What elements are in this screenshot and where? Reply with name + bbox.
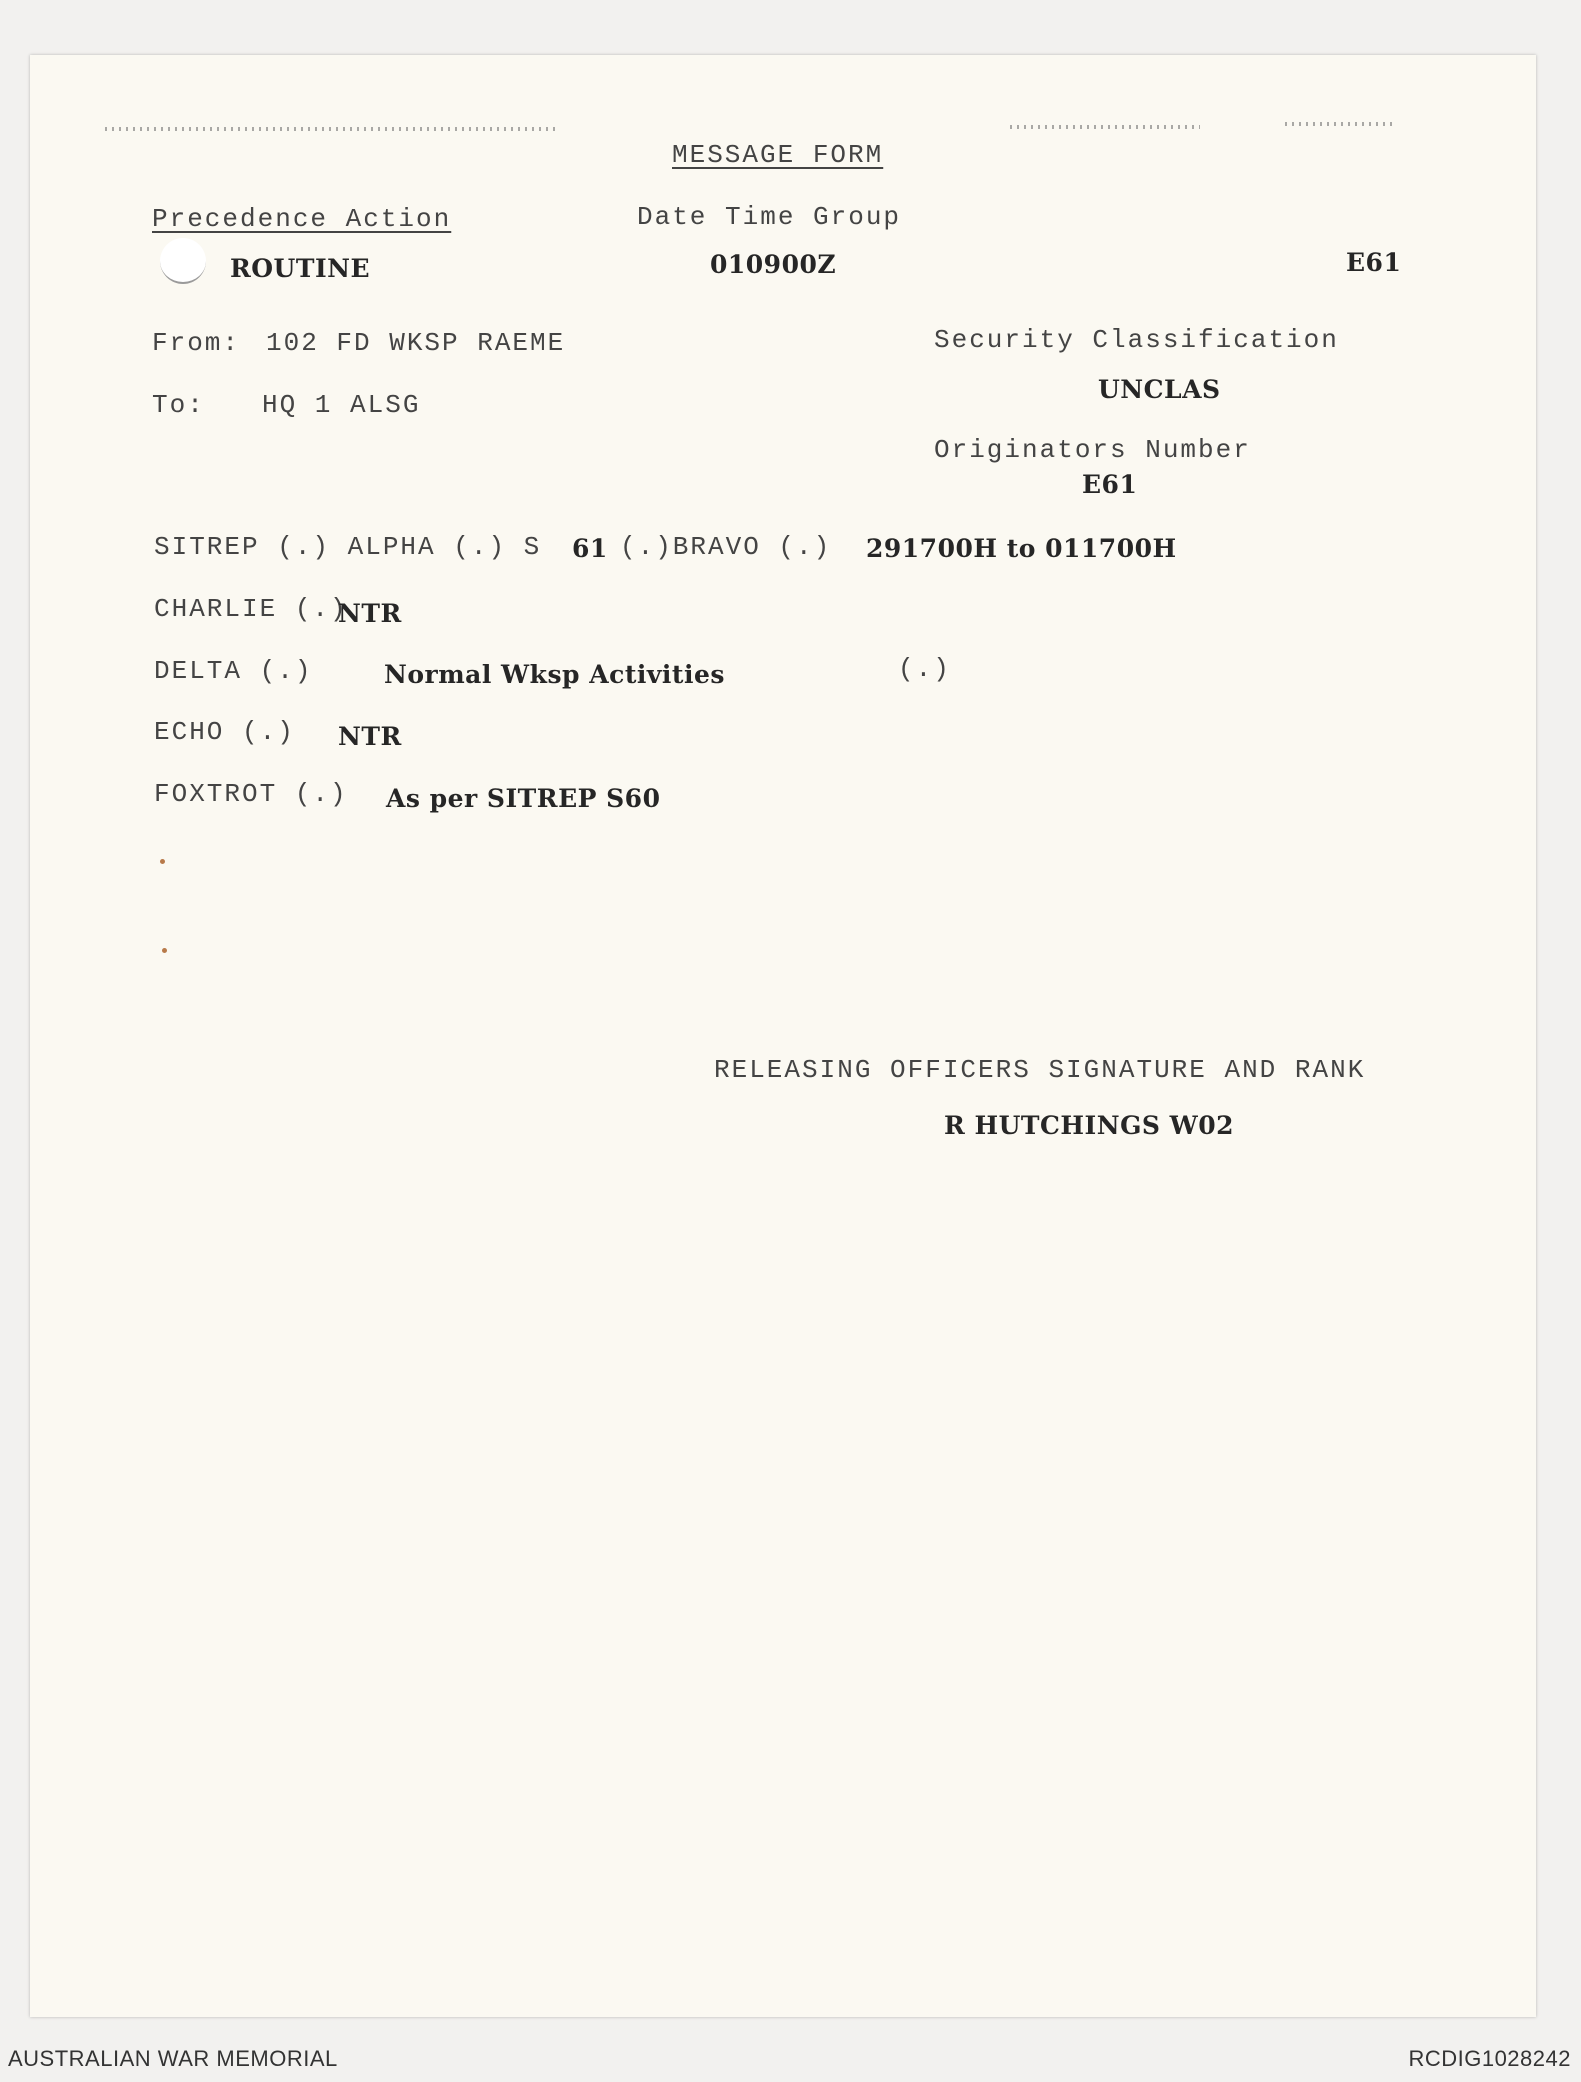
sitrep-period: 291700H to 011700H — [866, 534, 1177, 563]
security-label: Security Classification — [934, 325, 1339, 355]
echo-label: ECHO (.) — [154, 717, 295, 747]
delta-label: DELTA (.) — [154, 656, 313, 686]
precedence-value: ROUTINE — [230, 254, 371, 283]
from-value: 102 FD WKSP RAEME — [266, 328, 566, 358]
delta-value: Normal Wksp Activities — [384, 660, 725, 689]
security-value: UNCLAS — [1098, 375, 1221, 404]
originator-value: E61 — [1082, 470, 1138, 499]
archive-id: RCDIG1028242 — [1408, 2046, 1571, 2071]
delta-end: (.) — [898, 654, 951, 684]
archive-credit: AUSTRALIAN WAR MEMORIAL — [8, 2046, 338, 2071]
signature-label: RELEASING OFFICERS SIGNATURE AND RANK — [714, 1055, 1366, 1085]
to-label: To: — [152, 390, 205, 420]
echo-value: NTR — [338, 722, 402, 751]
foxtrot-label: FOXTROT (.) — [154, 779, 348, 809]
paper-speck — [160, 859, 165, 864]
form-title: MESSAGE FORM — [672, 140, 884, 170]
dtg-value: 010900Z — [710, 250, 837, 279]
scan-noise-middle — [1010, 125, 1200, 129]
scan-noise-right — [1285, 122, 1395, 126]
precedence-label: Precedence Action — [152, 204, 452, 234]
sitrep-bravo: (.)BRAVO (.) — [620, 532, 832, 562]
punch-hole — [160, 238, 206, 284]
sitrep-label: SITREP (.) ALPHA (.) S — [154, 532, 542, 562]
originator-label: Originators Number — [934, 435, 1251, 465]
sitrep-number: 61 — [572, 534, 608, 563]
signature-value: R HUTCHINGS W02 — [944, 1111, 1235, 1140]
scan-noise-left — [105, 127, 555, 131]
to-value: HQ 1 ALSG — [262, 390, 421, 420]
foxtrot-value: As per SITREP S60 — [386, 784, 661, 813]
reference-number: E61 — [1346, 248, 1402, 277]
from-label: From: — [152, 328, 241, 358]
charlie-value: NTR — [338, 599, 402, 628]
dtg-label: Date Time Group — [637, 202, 902, 232]
charlie-label: CHARLIE (.) — [154, 594, 348, 624]
paper-speck — [162, 948, 167, 953]
